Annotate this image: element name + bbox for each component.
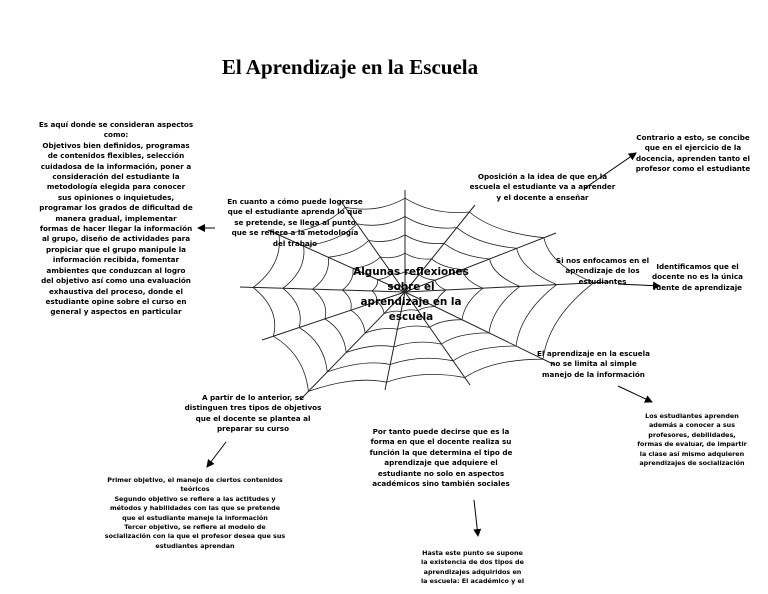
node-opposition: Oposición a la idea de que en la escuela el estudiante va a aprender y el docente a enseñar xyxy=(469,172,616,202)
node-three-types: A partir de lo anterior, se distinguen tres tipos de objetivos que el docente se plantea al preparar su curso xyxy=(184,393,322,434)
connector-arrow xyxy=(474,500,478,536)
page-title: El Aprendizaje en la Escuela xyxy=(221,55,479,79)
node-therefore: Por tanto puede decirse que es la forma en que el docente realiza su función la que determina el tipo de aprendizaje que adquiere el estudiante no solo en aspectos académicos sino también sociales xyxy=(369,427,513,489)
node-identify: Identificamos que el docente no es la única fuente de aprendizaje xyxy=(652,262,743,292)
connector-arrow xyxy=(618,386,652,402)
node-focus-students: Si nos enfocamos en el aprendizaje de los estudiantes xyxy=(555,256,650,286)
node-know-teachers: Los estudiantes aprenden además a conocer a sus profesores, debilidades, formas de evaluar, de impartir la clase así mismo adquieren aprendizajes de socialización xyxy=(637,412,747,468)
node-not-limited: El aprendizaje en la escuela no se limita al simple manejo de la información xyxy=(537,349,650,379)
connector-arrow xyxy=(207,442,226,467)
node-how-to-achieve: En cuanto a cómo puede lograrse que el estudiante aprenda lo que se pretende, se llega al punto que se refiere a la metodología del trabajo xyxy=(227,197,363,248)
central-topic: Algunas reflexiones sobre el aprendizaje en la escuela xyxy=(353,266,469,323)
node-methodology-aspects: Es aquí donde se consideran aspectos como: Objetivos bien definidos, programas de contenidos flexibles, selección cuidadosa de la información, poner a consideración del estudiante la metodología elegida para conocer sus opiniones o inquietudes, programar los grados de dificultad de manera gradual, implementar formas de hacer llegar la información al grupo, diseño de actividades para propiciar que el grupo manipule la información recibida, fomentar ambientes que conduzcan al logro del objetivo así como una evaluación exhaustiva del proceso, donde el estudiante opine sobre el curso en general y aspectos en particular xyxy=(38,120,194,317)
node-objectives: Primer objetivo, el manejo de ciertos contenidos teóricos Segundo objetivo se refiere a las actitudes y métodos y habilidades con las que se pretende que el estudiante maneje la información Tercer objetivo, se refiere al modelo de socialización con la que el profesor desea que sus estudiantes aprendan xyxy=(104,476,286,550)
node-contrary: Contrario a esto, se concibe que en el ejercicio de la docencia, aprenden tanto el profesor como el estudiante xyxy=(635,133,751,174)
node-up-to-here: Hasta este punto se supone la existencia de dos tipos de aprendizajes adquiridos en la escuela: El académico y el xyxy=(420,549,525,586)
